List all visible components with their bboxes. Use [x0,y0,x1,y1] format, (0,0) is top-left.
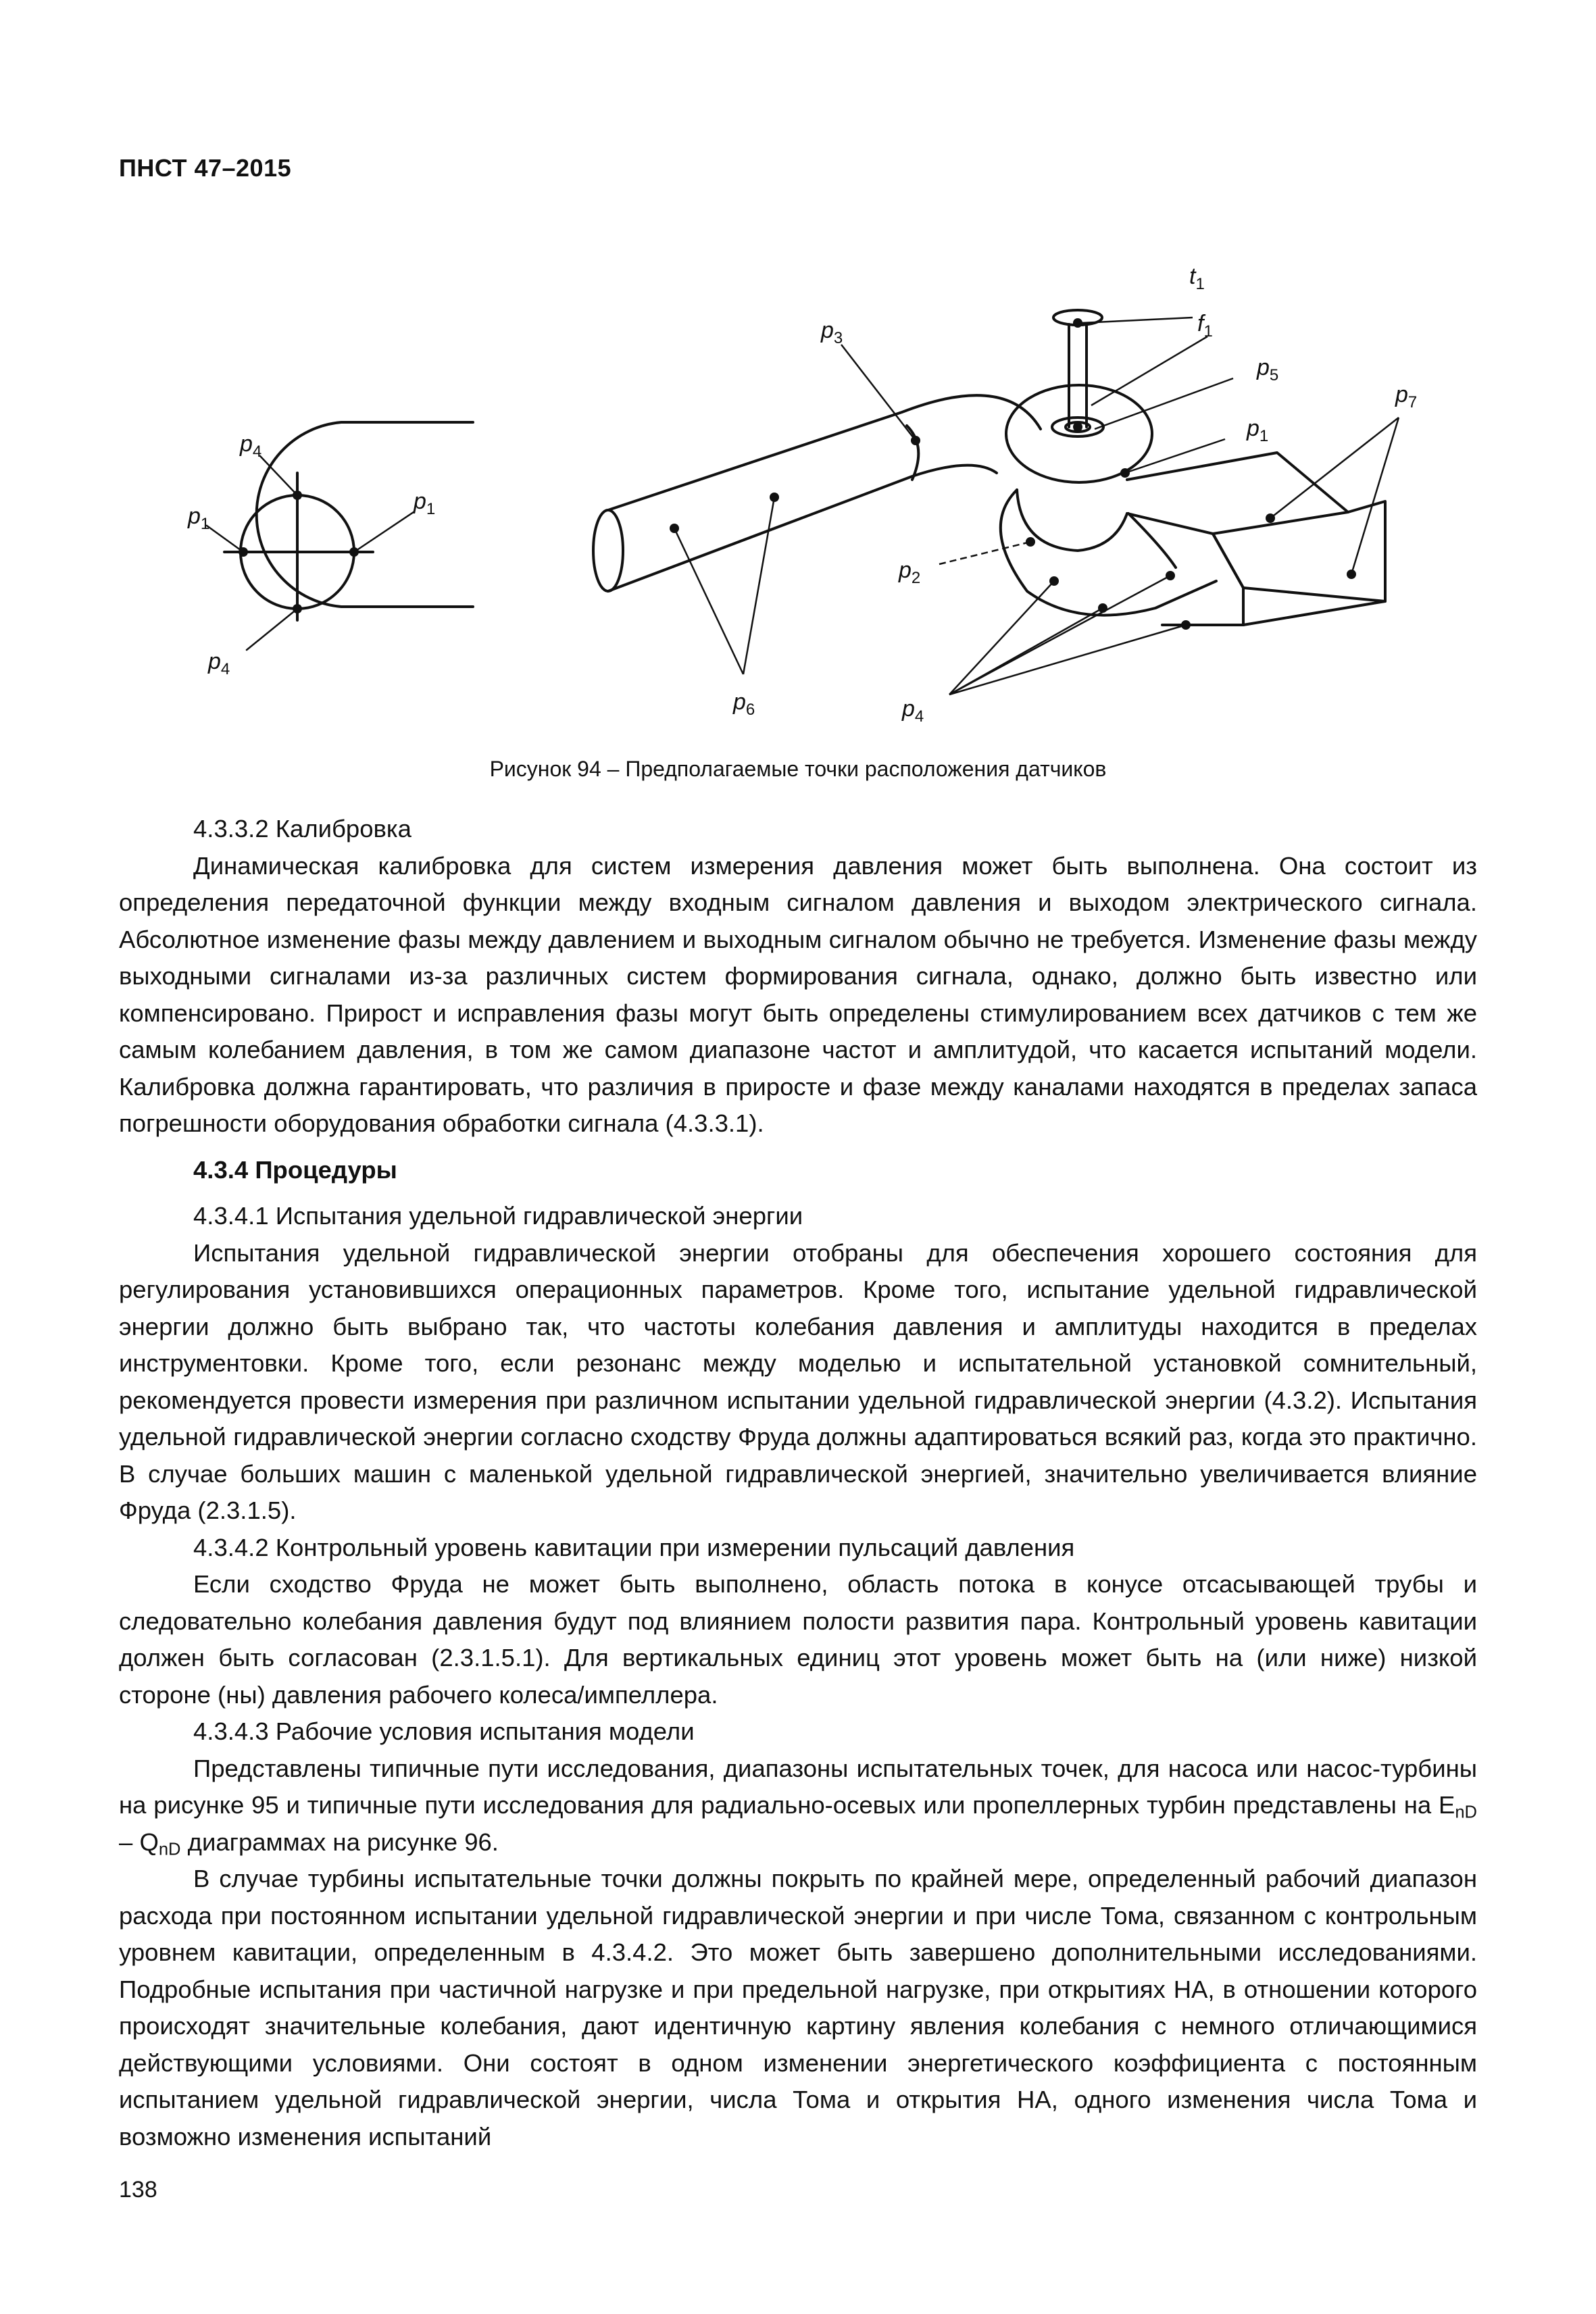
section-4-3-4-3-paragraph-1: Представлены типичные пути исследования, диапазоны испытательных точек, для насоса или насос-турбины на рисунке 95 и типичные пути исследования для радиально-осевых или пропеллерных турбин представлены на $E_{nD} - Q_{nD}$ диаграммах на рисунке 96. [119,1754,1477,1859]
section-4-3-4-heading: 4.3.4 Процедуры [193,1155,397,1184]
label-p4-mid: $p_4$ [902,696,924,726]
sensor-point [1049,576,1059,586]
sensor-point [770,493,779,502]
sensor-point [1166,571,1175,580]
sensor-point [1073,422,1082,432]
sensor-point [911,436,920,445]
label-p5: $p_5$ [1257,355,1279,384]
figure-drawing [135,250,1487,750]
label-p6: $p_6$ [733,689,755,719]
label-p2: $p_2$ [899,557,921,587]
casing-top [1006,385,1152,482]
label-p4-top: $p_4$ [240,431,262,461]
sensor-point [1098,603,1107,613]
figure-caption: Рисунок 94 – Предполагаемые точки расположения датчиков [489,757,1107,781]
pipe-lower-edge [608,466,997,591]
label-p4-bottom: $p_4$ [208,649,230,678]
sensor-point [1073,318,1082,328]
section-4-3-4-3-title: 4.3.4.3 Рабочие условия испытания модели [193,1717,695,1745]
sensor-locations-figure [135,250,1487,750]
label-p7: $p_7$ [1395,382,1418,411]
sensor-point [239,547,248,557]
sensor-point [670,524,679,533]
section-4-3-4-1-paragraph: Испытания удельной гидравлической энергии отобраны для обеспечения хорошего состояния для регулирования установившихся операционных параметров. Кроме того, испытание удельной гидравлической энергии должно быть выбрано так, что частоты колебания давления и амплитуды находится в пределах инструментовки. Кроме того, если резонанс между моделью и испытательной установкой сомнительный, рекомендуется провести измерения при различном испытании удельной гидравлической энергии (4.3.2). Испытания удельной гидравлической энергии согласно сходству Фруда должны адаптироваться всякий раз, когда это практично. В случае больших машин с маленькой удельной гидравлической энергией, значительно увеличивается влияние Фруда (2.3.1.5). [119,1238,1477,1524]
pipe-joint [907,426,918,480]
document-header: ПНСТ 47–2015 [119,154,292,182]
pipe-upper-edge [608,395,1041,510]
label-t1: $t_1$ [1189,263,1205,293]
sensor-point [1120,468,1130,478]
sensor-point [293,491,302,500]
sensor-point [1347,570,1356,579]
sensor-point [293,604,302,613]
label-p1-left: $p_1$ [188,503,210,533]
sensor-point [1181,620,1191,630]
label-p1-right: $p_1$ [414,488,436,518]
section-4-3-4-1-title: 4.3.4.1 Испытания удельной гидравлической энергии [193,1202,803,1230]
page-number: 138 [119,2177,157,2203]
sensor-point [1266,513,1275,523]
section-4-3-4-2-title: 4.3.4.2 Контрольный уровень кавитации при измерении пульсаций давления [193,1533,1075,1561]
section-4-3-4-2-paragraph: Если сходство Фруда не может быть выполнено, область потока в конусе отсасывающей трубы и следовательно колебания давления будут под влиянием полости развития пара. Контрольный уровень кавитации должен быть согласован (2.3.1.5.1). Для вертикальных единиц этот уровень может быть на (или ниже) низкой стороне (ны) давления рабочего колеса/импеллера. [119,1570,1477,1709]
sensor-point [1026,537,1035,547]
label-p3: $p_3$ [821,318,843,347]
draft-tube-bend [1001,490,1216,615]
pipe-inlet-end [593,510,623,591]
sensor-point [349,547,359,557]
cross-section-outline [257,422,473,607]
section-4-3-3-2-paragraph: Динамическая калибровка для систем измерения давления может быть выполнена. Она состоит из определения передаточной функции между входным сигналом давления и выходом электрического сигнала. Абсолютное изменение фазы между давлением и выходным сигналом обычно не требуется. Изменение фазы между выходными сигналами из-за различных систем формирования сигнала, однако, должно быть известно или компенсировано. Прирост и исправления фазы могут быть определены стимулированием всех датчиков с тем же самым колебанием давления, в том же самом диапазоне частот и амплитудой, что касается испытаний модели. Калибровка должна гарантировать, что различия в приросте и фазе между каналами находятся в пределах запаса погрешности оборудования обработки сигнала (4.3.3.1). [119,851,1477,1137]
label-p1-mid: $p_1$ [1247,416,1269,445]
body-text [119,811,1477,2155]
label-f1: $f_1$ [1197,311,1213,341]
section-4-3-4-3-paragraph-2: В случае турбины испытательные точки должны покрыть по крайней мере, определенный рабочий диапазон расхода при постоянном испытании удельной гидравлической энергии и при числе Тома, связанном с контрольным уровнем кавитации, определенным в 4.3.4.2. Это может быть завершено дополнительными исследованиями. Подробные испытания при частичной нагрузке и при предельной нагрузке, при открытиях НА, в отношении которого происходят значительные колебания, дают идентичную картину явления колебания с немного отличающимися действующими условиями. Они состоят в одном изменении энергетического коэффициента с постоянным испытанием удельной гидравлической энергии, числа Тома и открытия НА, одного изменения числа Тома и возможно изменения испытаний [119,1865,1477,2150]
section-4-3-3-2-title: 4.3.3.2 Калибровка [193,815,412,842]
